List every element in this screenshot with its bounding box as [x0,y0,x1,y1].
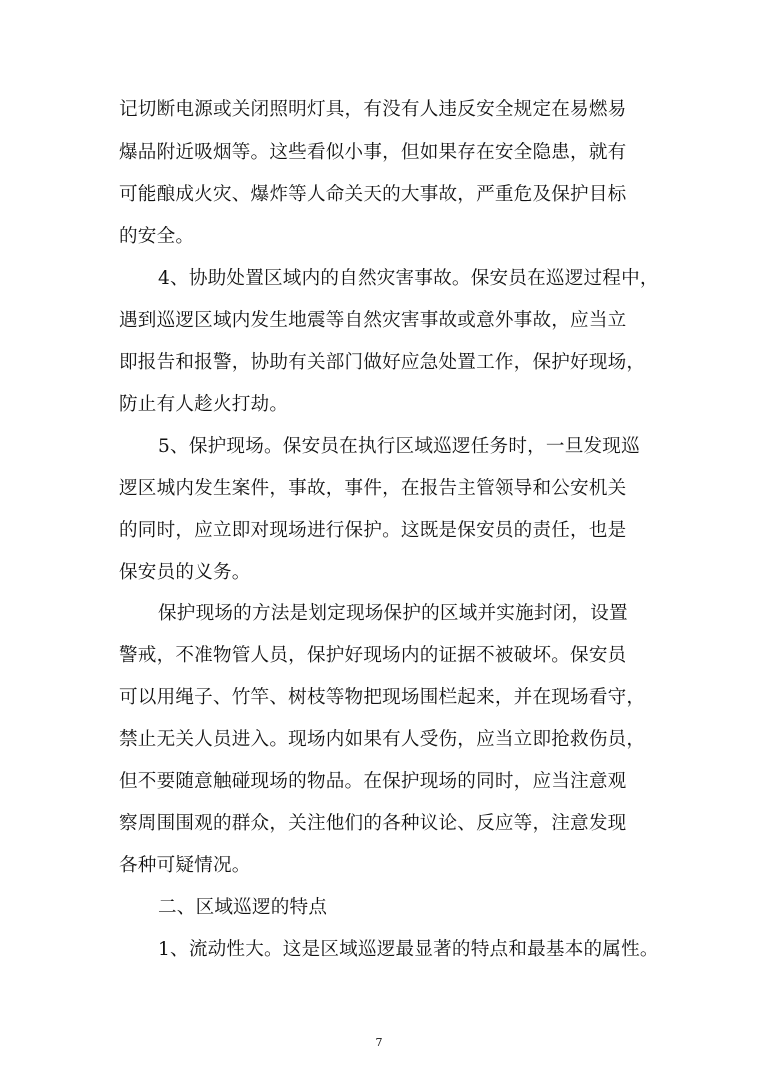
text-line: 察周围围观的群众，关注他们的各种议论、反应等，注意发现 [119,813,627,834]
text-line: 保护现场的方法是划定现场保护的区域并实施封闭，设置 [158,603,628,624]
text-line: 可以用绳子、竹竿、树枝等物把现场围栏起来，并在现场看守， [119,687,646,708]
text-line: 记切断电源或关闭照明灯具，有没有人违反安全规定在易燃易 [119,99,627,120]
text-line: 爆品附近吸烟等。这些看似小事，但如果存在安全隐患，就有 [119,142,627,163]
page-number: 7 [375,1036,383,1049]
text-line: 4、协助处置区域内的自然灾害事故。保安员在巡逻过程中， [158,268,659,289]
text-line: 禁止无关人员进入。现场内如果有人受伤，应当立即抢救伤员， [119,729,646,750]
text-line: 的同时，应立即对现场进行保护。这既是保安员的责任，也是 [119,520,627,541]
text-line: 警戒，不准物管人员，保护好现场内的证据不被破坏。保安员 [119,645,627,666]
text-line: 保安员的义务。 [119,562,251,583]
text-line: 可能酿成火灾、爆炸等人命关天的大事故，严重危及保护目标 [119,184,627,205]
text-line: 即报告和报警，协助有关部门做好应急处置工作，保护好现场， [119,352,646,373]
section-heading: 二、区域巡逻的特点 [158,897,328,918]
text-line: 1、流动性大。这是区域巡逻最显著的特点和最基本的属性。 [158,939,659,960]
text-line: 但不要随意触碰现场的物品。在保护现场的同时，应当注意观 [119,771,627,792]
text-line: 各种可疑情况。 [119,855,251,876]
text-line: 遇到巡逻区域内发生地震等自然灾害事故或意外事故，应当立 [119,310,627,331]
text-line: 5、保护现场。保安员在执行区域巡逻任务时，一旦发现巡 [158,436,640,457]
text-line: 逻区城内发生案件，事故，事件，在报告主管领导和公安机关 [119,478,627,499]
text-line: 的安全。 [119,226,195,247]
text-line: 防止有人趁火打劫。 [119,394,289,415]
